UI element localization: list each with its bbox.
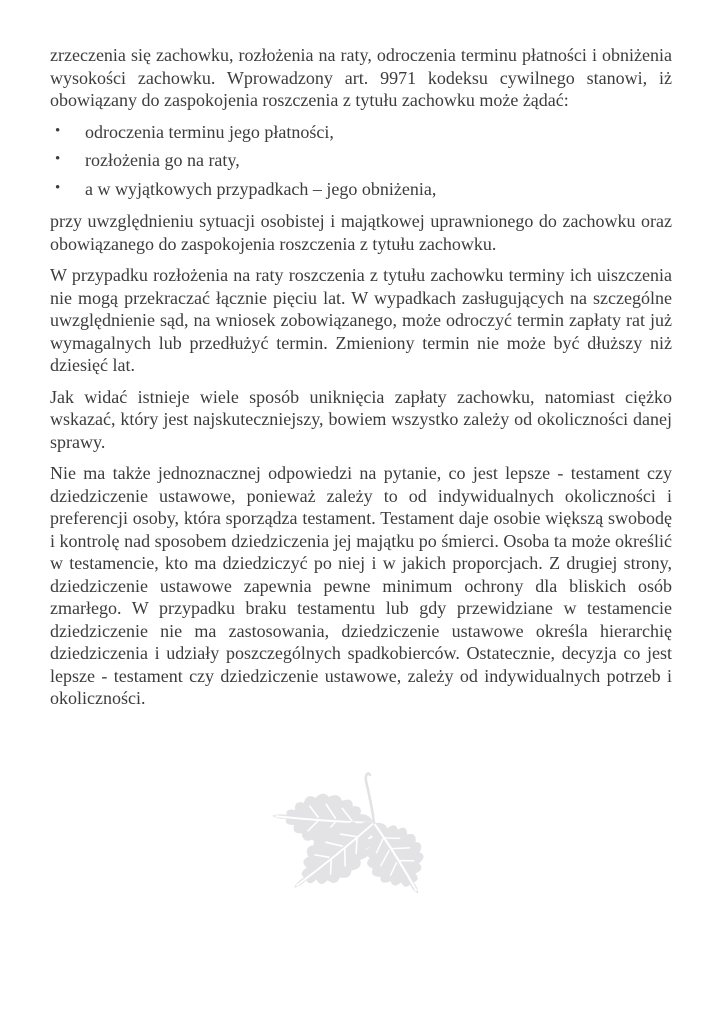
list-item — [50, 121, 672, 144]
list-item — [50, 149, 672, 172]
bullet-list — [50, 121, 672, 201]
page-body-text — [50, 44, 672, 719]
paragraph-conditions: przy uwzględnieniu sytuacji osobistej i majątkowej uprawnionego do zachowku oraz obowiązanego do zaspokojenia roszczenia z tytułu zachowku. — [50, 211, 672, 254]
list-item-text: a w wyjątkowych przypadkach – jego obniżenia, — [85, 178, 437, 199]
bullet-marker: • — [55, 179, 61, 196]
oak-leaves-watermark-icon — [262, 768, 434, 910]
bullet-marker: • — [55, 122, 61, 139]
paragraph-installments: W przypadku rozłożenia na raty roszczenia z tytułu zachowku terminy ich uiszczenia nie mogą przekraczać łącznie pięciu lat. W wypadkach zasługujących na szczególne uwzględnienie sąd, na wniosek zobowiązanego, może odroczyć termin zapłaty rat już wymagalnych lub przedłużyć termin. Zmieniony termin nie może być dłuższy niż dziesięć lat. — [50, 265, 672, 375]
list-item-text: odroczenia terminu jego płatności, — [85, 121, 334, 142]
bullet-marker: • — [55, 151, 61, 167]
paragraph-testament-vs-statutory: Nie ma także jednoznacznej odpowiedzi na pytanie, co jest lepsze - testament czy dziedziczenie ustawowe, ponieważ zależy to od indywidualnych okoliczności i preferencji osoby, która sporządza testament. Testament daje osobie większą swobodę i kontrolę nad sposobem dziedziczenia jej majątku po śmierci. Osoba ta może określić w testamencie, kto ma dziedziczyć po niej i w jakich proporcjach. Z drugiej strony, dziedziczenie ustawowe zapewnia pewne minimum ochrony dla bliskich osób zmarłego. W przypadku braku testamentu lub gdy przewidziane w testamencie dziedziczenie nie ma zastosowania, dziedziczenie ustawowe określa hierarchię dziedziczenia i udziały poszczególnych spadkobierców. Ostatecznie, decyzja co jest lepsze - testament czy dziedziczenie ustawowe, zależy od indywidualnych potrzeb i okoliczności. — [50, 463, 672, 708]
list-item — [50, 178, 672, 201]
paragraph-intro: zrzeczenia się zachowku, rozłożenia na raty, odroczenia terminu płatności i obniżenia wysokości zachowku. Wprowadzony art. 9971 kodeksu cywilnego stanowi, iż obowiązany do zaspokojenia roszczenia z tytułu zachowku może żądać: — [50, 45, 672, 110]
list-item-text: rozłożenia go na raty, — [85, 150, 240, 170]
paragraph-summary: Jak widać istnieje wiele sposób uniknięcia zapłaty zachowku, natomiast ciężko wskazać, który jest najskuteczniejszy, bowiem wszystko zależy od okoliczności danej sprawy. — [50, 386, 672, 452]
